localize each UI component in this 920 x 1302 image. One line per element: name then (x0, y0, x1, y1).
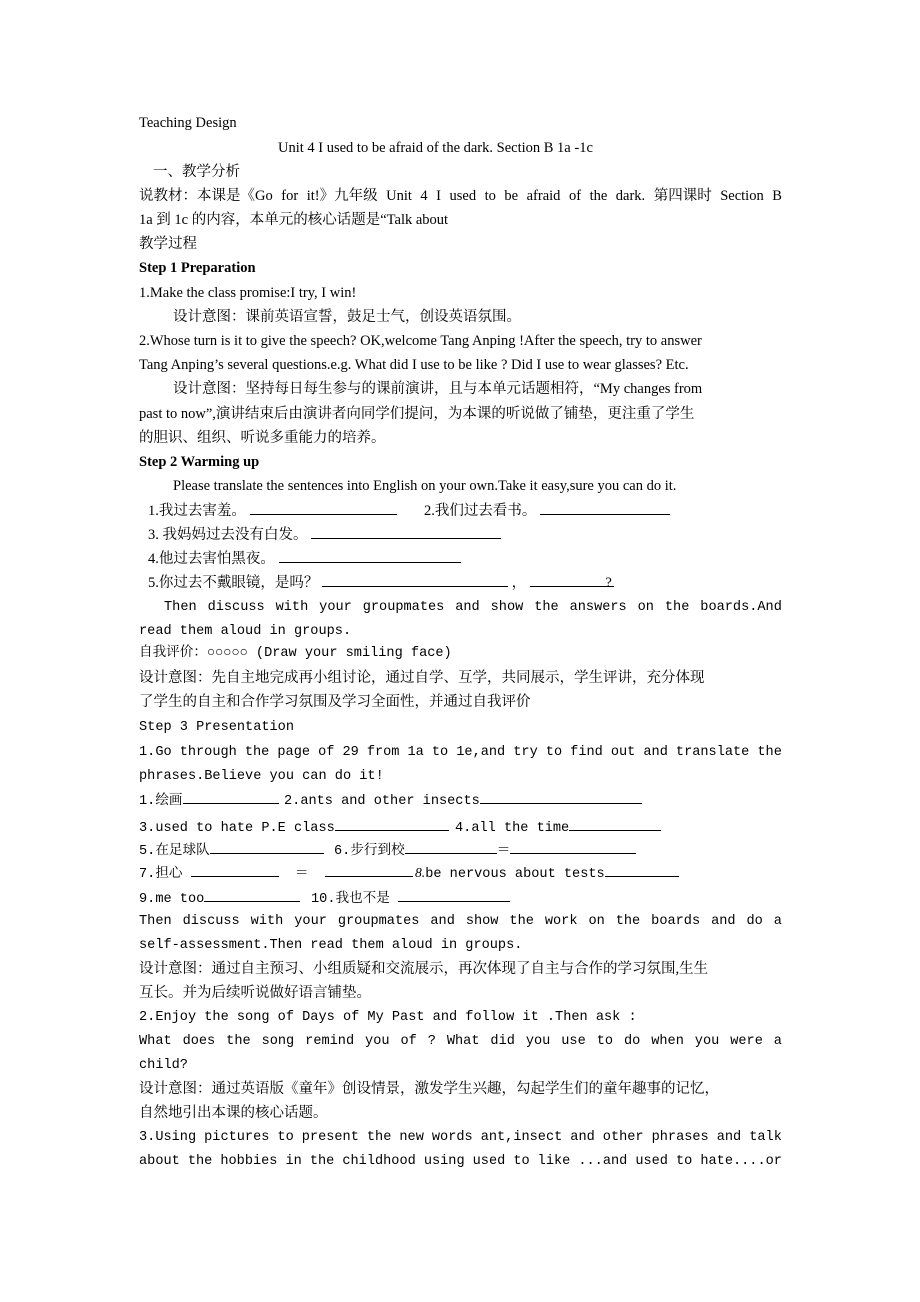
sentence-5-text: 5.你过去不戴眼镜，是吗？ (148, 575, 319, 591)
step3-p2-line1: 2.Enjoy the song of Days of My Past and follow it .Then ask : (139, 1010, 637, 1025)
step3-intent2-line1: 设计意图：通过英语版《童年》创设情景，激发学生兴趣，勾起学生们的童年趣事的记忆， (139, 1081, 719, 1097)
sentence-2-text: 2.我们过去看书。 (424, 503, 537, 519)
step3-discuss-line1: Then discuss with your groupmates and show the work on the boards and do a (139, 914, 782, 929)
phrase-5 (139, 839, 324, 862)
answer-blank-1[interactable] (250, 500, 397, 515)
step2-instruction: Please translate the sentences into English on your own.Take it easy,sure you can do it. (173, 478, 677, 494)
sentence-5-question: ? (605, 575, 612, 591)
phrase-2 (284, 789, 642, 812)
step1-title: Step 1 Preparation (139, 260, 256, 276)
phrase-10 (311, 887, 510, 910)
phrase-10-text: 10.我也不是 (311, 892, 390, 907)
phrase-6 (334, 839, 636, 862)
sentence-1-text: 1.我过去害羞。 (148, 503, 246, 519)
phrase-7 (139, 862, 413, 885)
step2-discuss-line1: Then discuss with your groupmates and show the answers on the boards.And (164, 600, 782, 615)
phrase-7-equals: ＝ (294, 867, 309, 882)
phrase-9 (139, 887, 300, 910)
sentence-3-text: 3. 我妈妈过去没有白发。 (148, 527, 308, 543)
analysis-line-2: 1a 到 1c 的内容，本单元的核心话题是“Talk about (139, 212, 449, 228)
phrase-blank-10[interactable] (398, 887, 510, 902)
sentence-4-text: 4.他过去害怕黑夜。 (148, 551, 275, 567)
process-title: 教学过程 (139, 236, 197, 252)
step3-intent1-line2: 互长。并为后续听说做好语言铺垫。 (139, 985, 371, 1001)
phrase-blank-2[interactable] (480, 789, 642, 804)
answer-blank-3[interactable] (311, 524, 501, 539)
step3-p1-line1: 1.Go through the page of 29 from 1a to 1e,and try to find out and translate the (139, 745, 782, 760)
doc-title: Unit 4 I used to be afraid of the dark. Section B 1a -1c (278, 140, 593, 156)
phrase-7-text: 7.担心 (139, 867, 183, 882)
phrase-5-text: 5.在足球队 (139, 844, 210, 859)
phrase-blank-1[interactable] (183, 789, 279, 804)
phrase-3 (139, 816, 449, 839)
step3-discuss-line2: self-assessment.Then read them aloud in groups. (139, 938, 523, 953)
answer-blank-5b[interactable] (530, 572, 614, 587)
phrase-blank-7b[interactable] (325, 862, 413, 877)
phrase-4-text: 4.all the time (455, 821, 570, 836)
step1-item2-line1: 2.Whose turn is it to give the speech? OK,welcome Tang Anping !After the speech, try to answer (139, 333, 702, 349)
phrase-8 (415, 862, 679, 885)
answer-blank-4[interactable] (279, 548, 461, 563)
phrase-6-text: 6.步行到校 (334, 844, 405, 859)
sentence-3 (148, 524, 501, 545)
step1-intent1: 设计意图：课前英语宣誓，鼓足士气，创设英语氛围。 (173, 309, 521, 325)
step1-item2-line2: Tang Anping’s several questions.e.g. What did I use to be like ? Did I use to wear glasses? Etc. (139, 357, 689, 373)
step3-intent1-line1: 设计意图：通过自主预习、小组质疑和交流展示，再次体现了自主与合作的学习氛围,生生 (139, 961, 709, 977)
step3-title: Step 3 Presentation (139, 720, 294, 735)
step1-item1: 1.Make the class promise:I try, I win! (139, 285, 357, 301)
step2-intent-line1: 设计意图：先自主地完成再小组讨论，通过自学、互学，共同展示，学生评讲，充分体现 (139, 670, 705, 686)
step2-discuss-line2: read them aloud in groups. (139, 624, 352, 639)
step2-title: Step 2 Warming up (139, 454, 260, 470)
sentence-5-comma: ， (511, 575, 527, 591)
sentence-1 (148, 500, 397, 521)
phrase-blank-3[interactable] (335, 816, 449, 831)
phrase-blank-5[interactable] (210, 839, 324, 854)
answer-blank-5a[interactable] (322, 572, 508, 587)
phrase-3-text: 3.used to hate P.E class (139, 821, 335, 836)
sentence-4 (148, 548, 461, 569)
sentence-2 (424, 500, 670, 521)
phrase-8-text: be nervous about tests (425, 867, 605, 882)
step3-intent2-line2: 自然地引出本课的核心话题。 (139, 1105, 328, 1121)
phrase-9-text: 9.me too (139, 892, 205, 907)
step3-p2-line2: What does the song remind you of ? What did you use to do when you were a (139, 1034, 782, 1049)
self-evaluation: 自我评价：○○○○○ (Draw your smiling face) (139, 646, 452, 661)
step1-intent2-line1: 设计意图：坚持每日每生参与的课前演讲，且与本单元话题相符，“My changes from (173, 381, 703, 397)
phrase-blank-9[interactable] (204, 887, 300, 902)
step2-intent-line2: 了学生的自主和合作学习氛围及学习全面性，并通过自我评价 (139, 694, 531, 710)
sentence-5 (148, 572, 612, 593)
phrase-blank-8[interactable] (605, 862, 679, 877)
step3-p3-line1: 3.Using pictures to present the new words ant,insect and other phrases and talk (139, 1130, 782, 1145)
section-heading: 一、教学分析 (153, 164, 240, 180)
step3-p2-line3: child? (139, 1058, 188, 1073)
doc-header: Teaching Design (139, 115, 237, 131)
phrase-blank-7a[interactable] (191, 862, 279, 877)
phrase-1-text: 1.绘画 (139, 794, 183, 809)
phrase-blank-6a[interactable] (405, 839, 497, 854)
phrase-blank-4[interactable] (569, 816, 661, 831)
analysis-line-1: 说教材：本课是《Go for it!》九年级 Unit 4 I used to be afraid of the dark. 第四课时 Section B (139, 188, 782, 204)
step3-p1-line2: phrases.Believe you can do it! (139, 769, 384, 784)
phrase-blank-6b[interactable] (510, 839, 636, 854)
phrase-4 (455, 816, 661, 839)
answer-blank-2[interactable] (540, 500, 670, 515)
phrase-1 (139, 789, 279, 812)
step3-p3-line2: about the hobbies in the childhood using used to like ...and used to hate....or (139, 1154, 782, 1169)
step1-intent2-line2: past to now”,演讲结束后由演讲者向同学们提问，为本课的听说做了铺垫，更注重了学生 (139, 406, 695, 422)
phrase-6-equals: ＝ (496, 844, 511, 859)
phrase-2-text: 2.ants and other insects (284, 794, 480, 809)
phrase-8-number: 8. (415, 865, 426, 880)
step1-intent2-line3: 的胆识、组织、听说多重能力的培养。 (139, 430, 386, 446)
